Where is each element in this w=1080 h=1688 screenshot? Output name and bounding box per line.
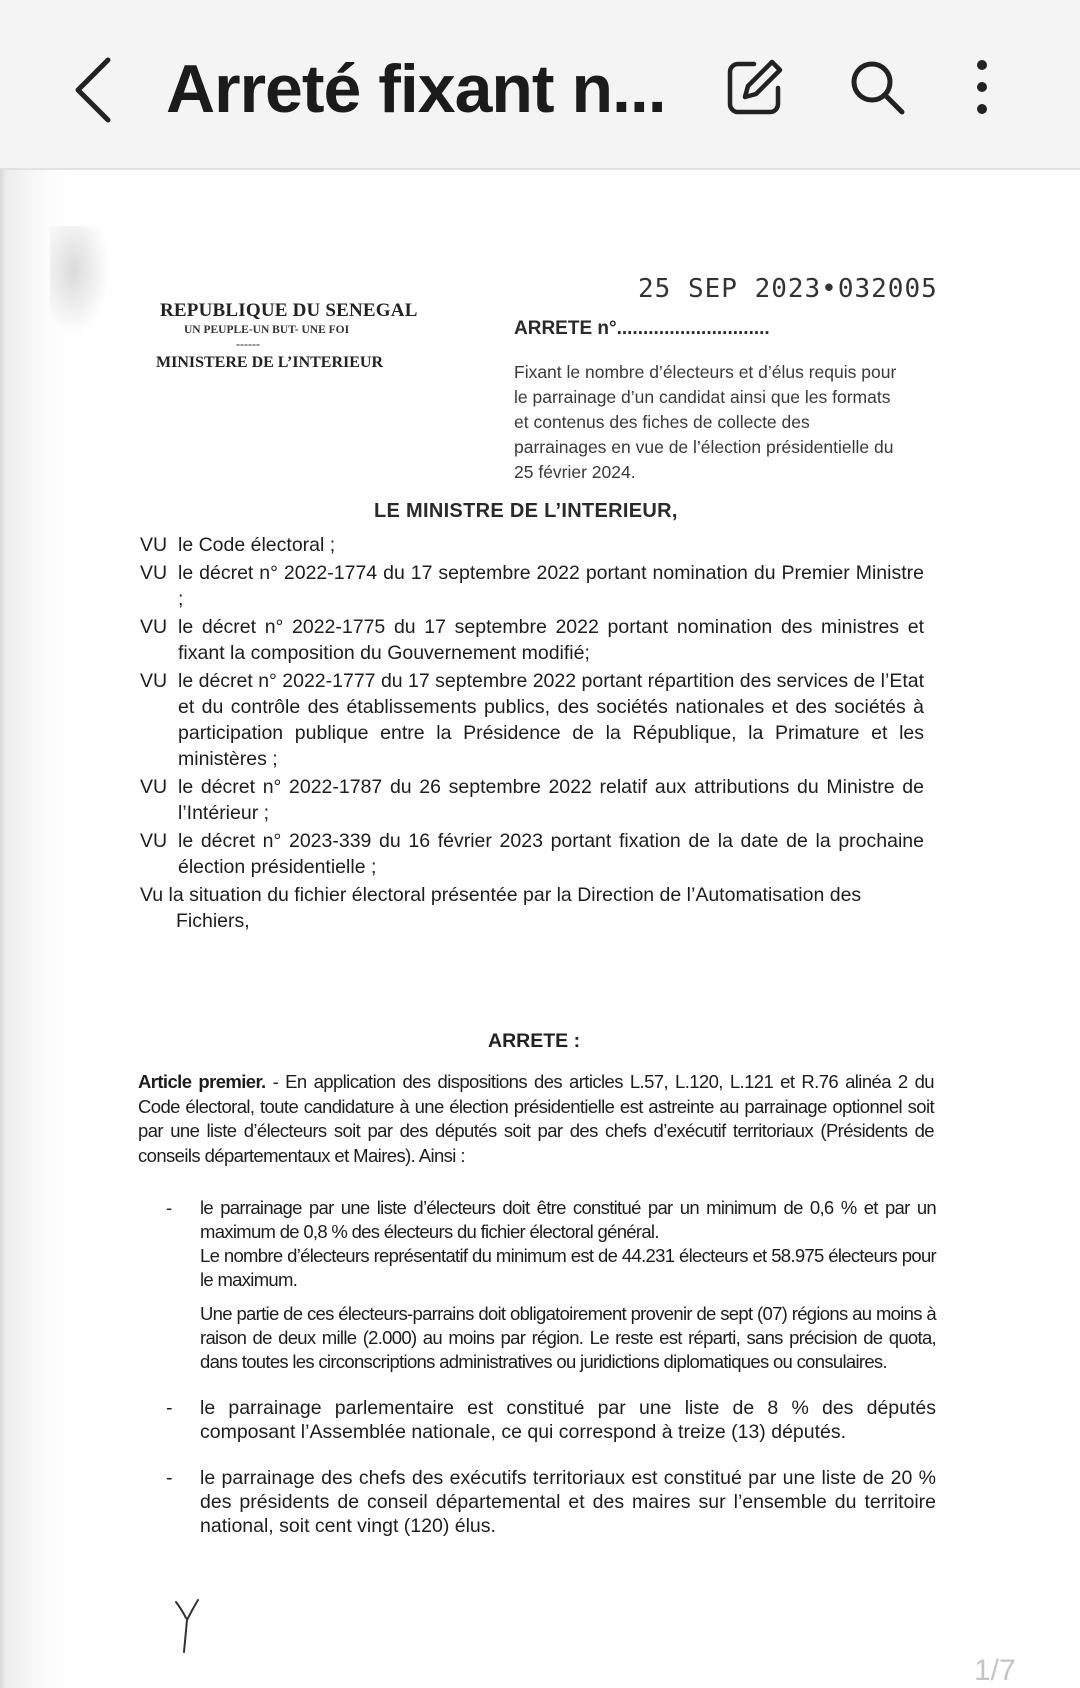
article-label: Article premier. bbox=[138, 1071, 266, 1092]
bullet-paragraph: Une partie de ces électeurs-parrains doit obligatoirement provenir de sept (07) régions au moins à raison de deux mille (2.000) au moins par région. Le reste est réparti, sans précision de quota, dans toutes les circonscriptions administratives ou juridictions diplomatiques ou consulaires. bbox=[200, 1303, 936, 1372]
ministry-name: MINISTERE DE L’INTERIEUR bbox=[156, 354, 384, 371]
visa-item bbox=[140, 774, 924, 826]
app-bar bbox=[0, 0, 1080, 170]
visa-item bbox=[140, 614, 924, 666]
bullet-body bbox=[200, 1466, 936, 1538]
page-indicator: 1/7 bbox=[974, 1654, 1016, 1687]
bullet-paragraph: le parrainage parlementaire est constitué par une liste de 8 % des députés composant l’Assemblée nationale, ce qui correspond à treize (13) députés. bbox=[200, 1397, 936, 1443]
visa-label: VU bbox=[140, 830, 168, 852]
bullet-elus bbox=[166, 1466, 936, 1538]
search-button[interactable] bbox=[846, 56, 908, 118]
minister-title: LE MINISTRE DE L’INTERIEUR, bbox=[374, 500, 678, 522]
search-icon bbox=[846, 56, 908, 118]
edit-button[interactable] bbox=[724, 56, 786, 118]
header-separator: ------ bbox=[236, 337, 260, 351]
bullet-paragraph: le parrainage par une liste d’électeurs doit être constitué par un minimum de 0,6 % et par un maximum de 0,8 % des électeurs du fichier électoral général. bbox=[200, 1197, 936, 1242]
article-premier bbox=[138, 1070, 934, 1168]
article-text: - En application des dispositions des articles L.57, L.120, L.121 et R.76 alinéa 2 du Code électoral, toute candidature à une élection présidentielle est astreinte au parrainage optionnel soit par une liste d’électeurs soit par des députés soit par des chefs d’exécutif territoriaux (Présidents de conseils départementaux et Maires). Ainsi : bbox=[138, 1071, 934, 1166]
visas-list bbox=[140, 532, 924, 934]
date-stamp: 25 SEP 2023•032005 bbox=[638, 274, 938, 304]
bullet-body bbox=[200, 1396, 936, 1444]
bullet-paragraph: le parrainage des chefs des exécutifs territoriaux est constitué par une liste de 20 % des présidents de conseil départemental et des maires sur l’ensemble du territoire national, soit cent vingt (120) élus. bbox=[200, 1467, 936, 1537]
document-page bbox=[0, 170, 1080, 1688]
visa-last-line: Vu la situation du fichier électoral présentée par la Direction de l’Automatisation des bbox=[140, 884, 862, 906]
visa-text: le Code électoral ; bbox=[178, 534, 336, 556]
visa-text: le décret n° 2022-1774 du 17 septembre 2022 portant nomination du Premier Ministre ; bbox=[178, 562, 924, 610]
bullet-dash: - bbox=[166, 1397, 173, 1419]
visa-label: VU bbox=[140, 562, 168, 584]
visa-label: VU bbox=[140, 616, 168, 638]
chevron-left-icon bbox=[68, 50, 128, 130]
visa-text: le décret n° 2023-339 du 16 février 2023 portant fixation de la date de la prochaine élection présidentielle ; bbox=[178, 830, 924, 878]
visa-last-continuation: Fichiers, bbox=[176, 910, 250, 932]
bullet-dash: - bbox=[166, 1197, 172, 1218]
bullet-paragraph: Le nombre d’électeurs représentatif du minimum est de 44.231 électeurs et 58.975 électeurs pour le maximum. bbox=[200, 1245, 936, 1290]
more-vertical-icon bbox=[960, 56, 1004, 118]
arrete-heading: ARRETE : bbox=[488, 1030, 581, 1052]
handwritten-initials bbox=[172, 1594, 202, 1654]
visa-text: le décret n° 2022-1775 du 17 septembre 2022 portant nomination des ministres et fixant la composition du Gouvernement modifié; bbox=[178, 616, 924, 664]
arrete-object: Fixant le nombre d’électeurs et d’élus requis pour le parrainage d’un candidat ainsi que les formats et contenus des fiches de collecte des parrainages en vue de l’élection présidentielle du 25 février 2024. bbox=[514, 362, 897, 482]
visa-item bbox=[140, 828, 924, 880]
national-motto: UN PEUPLE-UN BUT- UNE FOI bbox=[184, 324, 350, 336]
bullet-deputes bbox=[166, 1396, 936, 1444]
more-options-button[interactable] bbox=[960, 56, 1004, 118]
document-title: Arreté fixant n... bbox=[166, 51, 666, 127]
edit-icon bbox=[724, 56, 786, 118]
bullet-dash: - bbox=[166, 1467, 173, 1489]
bullet-electeurs bbox=[166, 1196, 936, 1374]
arrete-number: ARRETE n°............................. bbox=[514, 318, 770, 339]
bullet-body bbox=[200, 1196, 936, 1374]
visa-label: VU bbox=[140, 670, 168, 692]
visa-label: VU bbox=[140, 534, 168, 556]
scanned-arrete bbox=[0, 170, 1080, 1688]
visa-text: le décret n° 2022-1777 du 17 septembre 2022 portant répartition des services de l’Etat et du contrôle des établissements publics, des sociétés nationales et des sociétés à participation publique entre la Présidence de la République, la Primature et les ministères ; bbox=[178, 670, 925, 770]
visa-item bbox=[140, 668, 924, 772]
visa-label: VU bbox=[140, 776, 168, 798]
parrainage-list bbox=[166, 1196, 936, 1538]
visa-item bbox=[140, 560, 924, 612]
back-button[interactable] bbox=[68, 50, 128, 130]
visa-item bbox=[140, 532, 924, 558]
document-viewer[interactable] bbox=[0, 170, 1080, 1688]
republic-title: REPUBLIQUE DU SENEGAL bbox=[160, 300, 418, 321]
visa-text: le décret n° 2022-1787 du 26 septembre 2022 relatif aux attributions du Ministre de l’Intérieur ; bbox=[178, 776, 924, 824]
